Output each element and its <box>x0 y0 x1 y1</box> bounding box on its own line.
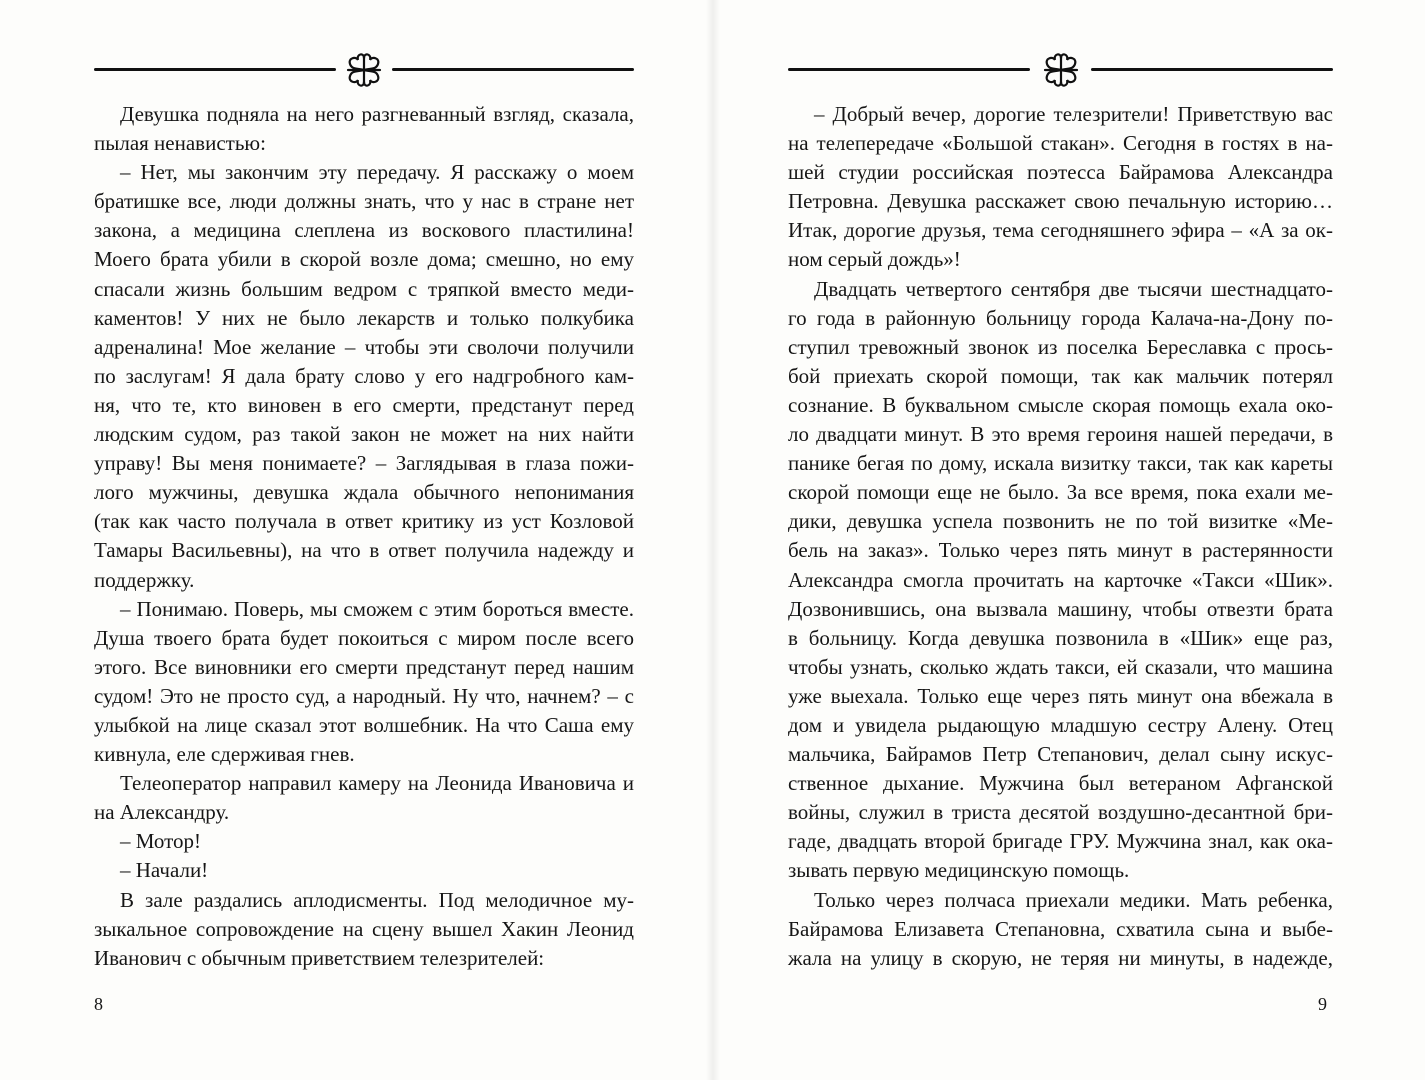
text-line: – Добрый вечер, дорогие телезрители! Приветствую вас <box>814 102 1333 126</box>
text-line: сознание. В буквальном смысле скорая помощь ехала око- <box>788 392 1333 417</box>
text-line: Телеоператор направил камеру на Леонида Ивановича и <box>120 771 634 796</box>
text-line: дом и увидела рыдающую младшую сестру Алену. Отец <box>788 712 1333 737</box>
text-line: Александра смогла прочитать на карточке «Такси «Шик». <box>788 567 1333 592</box>
text-line: Петровна. Девушка расскажет свою печальную историю… <box>788 189 1333 214</box>
text-line: адреналина! Мое желание – чтобы эти сволочи получили <box>94 334 634 359</box>
ornament-rule-left <box>94 68 336 71</box>
text-line: улыбкой на лице сказал этот волшебник. На что Саша ему <box>94 712 634 737</box>
page-number: 9 <box>1318 994 1327 1014</box>
clover-ornament-icon <box>344 50 384 90</box>
header-ornament <box>94 50 634 90</box>
text-line: скорой помощи еще не было. За все время, пока ехали ме- <box>788 480 1333 505</box>
text-line: чтобы узнать, сколько ждать такси, ей сказали, что машина <box>788 654 1333 679</box>
text-line: войны, служил в триста десятой воздушно-десантной бри- <box>788 800 1333 825</box>
text-line: закона, а медицина слеплена из воскового пластилина! <box>94 218 634 243</box>
text-line: – Мотор! <box>120 829 202 854</box>
page-number: 8 <box>94 994 103 1014</box>
text-line: поддержку. <box>94 567 195 592</box>
text-line: Итак, дорогие друзья, тема сегодняшнего эфира – «А за ок- <box>788 218 1333 243</box>
text-line: уже выехала. Только еще через пять минут она вбежала в <box>788 683 1333 708</box>
text-line: жала на улицу в скорую, не теряя ни минуты, в надежде, <box>788 945 1333 970</box>
text-line: Дозвонившись, она вызвала машину, чтобы отвезти брата <box>788 596 1333 621</box>
text-line: Тамары Васильевны), на что в ответ получила надежду и <box>94 538 634 563</box>
text-line: Иванович с обычным приветствием телезрителей: <box>94 945 545 970</box>
text-line: зывать первую медицинскую помощь. <box>788 858 1130 883</box>
text-line: спасали жизнь большим ведром с тряпкой вместо меди- <box>94 276 634 301</box>
left-page <box>0 0 712 1080</box>
page-body-text <box>788 100 1333 973</box>
right-page <box>712 0 1425 1080</box>
text-line: Душа твоего брата будет покоиться с миром после всего <box>94 625 634 650</box>
text-line: Двадцать четвертого сентября две тысячи шестнадцато- <box>814 276 1333 301</box>
text-line: шей студии российская поэтесса Байрамова Александра <box>788 160 1333 185</box>
text-line: управу! Вы меня понимаете? – Заглядывая в глаза пожи- <box>94 451 634 476</box>
text-line: го года в районную больницу города Калача-на-Дону по- <box>788 305 1333 330</box>
text-line: людским судом, раз такой закон не может на них найти <box>94 422 634 447</box>
ornament-rule-right <box>392 68 634 71</box>
text-line: Моего брата убили в скорой возле дома; смешно, но ему <box>94 247 634 272</box>
text-line: Девушка подняла на него разгневанный взгляд, сказала, <box>120 102 634 126</box>
header-ornament <box>788 50 1333 90</box>
text-line: ступил тревожный звонок из поселка Береславка с прось- <box>788 334 1333 359</box>
text-line: – Нет, мы закончим эту передачу. Я расскажу о моем <box>120 160 634 185</box>
text-line: бой приехать скорой помощи, так как мальчик потерял <box>788 363 1333 388</box>
text-line: по заслугам! Я дала брату слово у его надгробного кам- <box>94 363 634 388</box>
text-line: – Начали! <box>120 858 209 883</box>
text-line: ло двадцати минут. В это время героиня нашей передачи, в <box>788 422 1333 447</box>
text-line: мальчика, Байрамов Петр Степанович, делал сыну искус- <box>788 742 1333 767</box>
text-line: кивнула, еле сдерживая гнев. <box>94 742 355 767</box>
text-line: братишке все, люди должны знать, что у нас в стране нет <box>94 189 634 214</box>
text-line: лого мужчины, девушка ждала обычного непонимания <box>94 480 634 505</box>
text-line: судом! Это не просто суд, а народный. Ну что, начнем? – с <box>94 683 634 708</box>
text-line: ня, что те, кто виновен в его смерти, предстанут перед <box>94 392 634 417</box>
text-line: Байрамова Елизавета Степановна, схватила сына и выбе- <box>788 916 1333 941</box>
text-line: каментов! У них не было лекарств и только полкубика <box>94 305 634 330</box>
page-body-text <box>94 100 634 973</box>
text-line: В зале раздались аплодисменты. Под мелодичное му- <box>120 887 634 912</box>
text-line: пылая ненавистью: <box>94 131 266 156</box>
ornament-rule-left <box>788 68 1030 71</box>
text-line: в больницу. Когда девушка позвонила в «Шик» еще раз, <box>788 625 1333 650</box>
text-line: ственное дыхание. Мужчина был ветераном Афганской <box>788 771 1333 796</box>
text-line: ном серый дождь»! <box>788 247 961 272</box>
text-line: Только через полчаса приехали медики. Мать ребенка, <box>814 887 1333 912</box>
text-line: на телепередаче «Большой стакан». Сегодня в гостях в на- <box>788 131 1333 156</box>
text-line: зыкальное сопровождение на сцену вышел Хакин Леонид <box>94 916 634 941</box>
clover-ornament-icon <box>1041 50 1081 90</box>
text-line: этого. Все виновники его смерти предстанут перед нашим <box>94 654 634 679</box>
text-line: – Понимаю. Поверь, мы сможем с этим бороться вместе. <box>120 596 634 621</box>
ornament-rule-right <box>1091 68 1333 71</box>
text-line: панике бегая по дому, искала визитку такси, так как кареты <box>788 451 1333 476</box>
text-line: (так как часто получала в ответ критику из уст Козловой <box>94 509 634 534</box>
text-line: гаде, двадцать второй бригаде ГРУ. Мужчина знал, как ока- <box>788 829 1333 854</box>
text-line: дики, девушка успела позвонить не по той визитке «Ме- <box>788 509 1333 534</box>
text-line: бель на заказ». Только через пять минут в растерянности <box>788 538 1333 563</box>
text-line: на Александру. <box>94 800 230 825</box>
